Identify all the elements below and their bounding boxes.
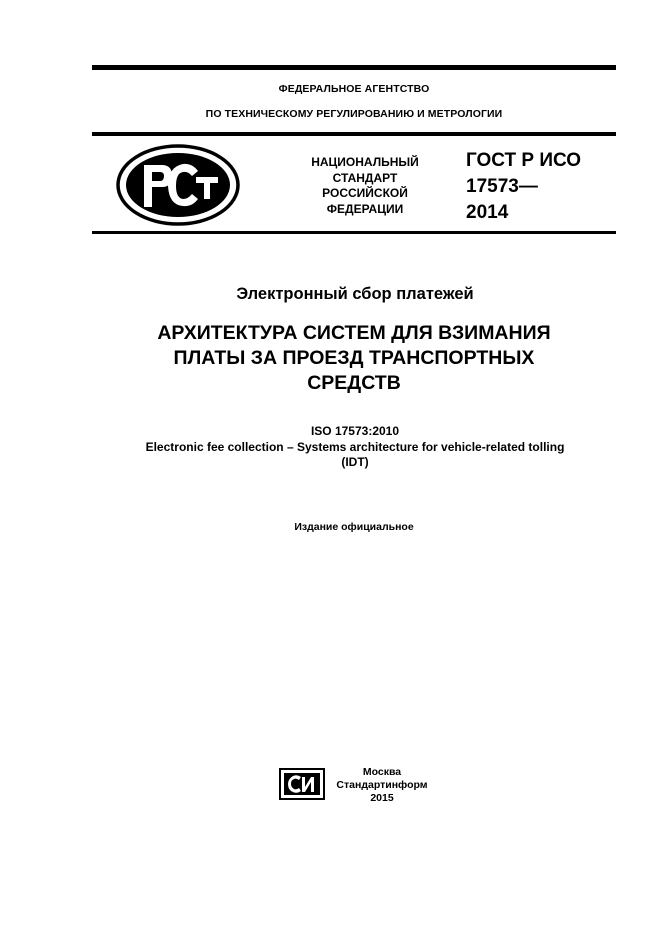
publisher-city: Москва (362, 766, 402, 778)
agency-line-2: ПО ТЕХНИЧЕСКОМУ РЕГУЛИРОВАНИЮ И МЕТРОЛОГИИ (205, 108, 503, 120)
iso-english-title: Electronic fee collection – Systems architecture for vehicle-related tolling (145, 439, 565, 454)
title-line-2: ПЛАТЫ ЗА ПРОЕЗД ТРАНСПОРТНЫХ (173, 347, 535, 369)
national-line-2: СТАНДАРТ (332, 170, 398, 185)
iso-number: ISO 17573:2010 (310, 424, 400, 438)
iso-reference (60, 424, 650, 471)
publisher-year: 2015 (370, 792, 394, 804)
publisher-name: Стандартинформ (336, 779, 428, 791)
national-line-1: НАЦИОНАЛЬНЫЙ (311, 155, 419, 169)
title-line-3: СРЕДСТВ (307, 372, 401, 394)
document-title (92, 321, 616, 396)
designation-line-2: 17573— (466, 176, 538, 197)
designation-line-3: 2014 (466, 202, 509, 223)
national-standard-label (280, 155, 450, 217)
designation-line-1: ГОСТ Р ИСО (466, 150, 582, 171)
title-line-1: АРХИТЕКТУРА СИСТЕМ ДЛЯ ВЗИМАНИЯ (157, 322, 551, 344)
iso-idt: (IDT) (341, 455, 369, 469)
document-subtitle: Электронный сбор платежей (236, 285, 474, 303)
header-rule (92, 132, 616, 136)
standartinform-logo (279, 768, 325, 800)
designation-rule (92, 231, 616, 234)
publisher-info (330, 766, 434, 805)
agency-line-1: ФЕДЕРАЛЬНОЕ АГЕНТСТВО (278, 83, 430, 95)
edition-label: Издание официальное (294, 521, 414, 533)
rst-logo (116, 143, 242, 227)
standard-designation (466, 148, 626, 226)
national-line-3: РОССИЙСКОЙ (322, 186, 408, 200)
national-line-4: ФЕДЕРАЦИИ (326, 201, 404, 216)
top-rule (92, 65, 616, 70)
